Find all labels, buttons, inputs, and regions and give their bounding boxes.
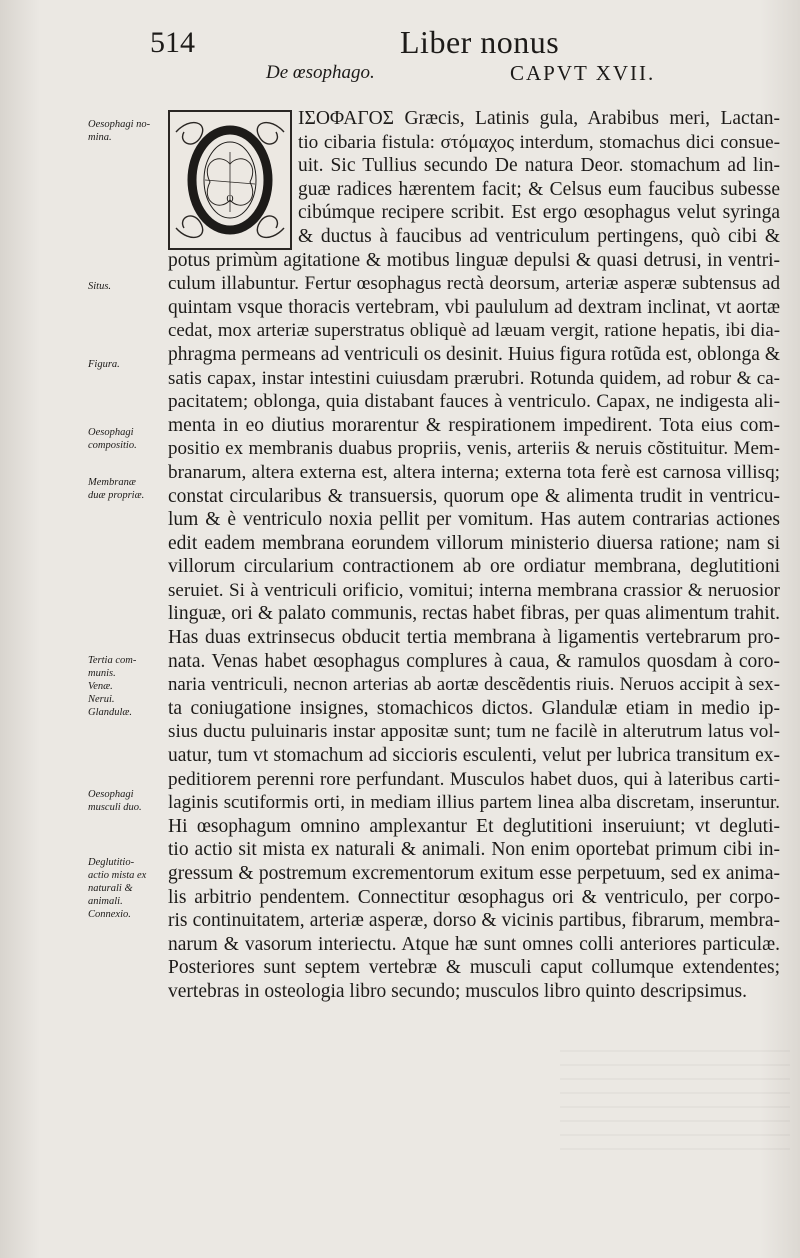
marginal-note-situs [88,280,164,293]
marginal-note-line: Situs. [88,281,112,292]
marginal-note-line: musculi duo. [88,802,142,813]
text-line: satis capax, instar intestini cuiusdam prærubri. Rotunda quidem, ad robur & ca- [168,367,780,389]
body-text [168,107,780,1004]
text-line: tio cibaria fistula: στόμαχος interdum, stomachus dici consue- [298,131,780,153]
page-number: 514 [150,26,195,59]
marginal-note-line: munis. [88,668,116,679]
text-line: seruiet. Si à ventriculi orificio, vomitui; interna membrana crassior & neruosior [168,579,780,601]
marginal-note-line: animali. [88,896,123,907]
text-line: linguæ, ori & palato communis, rectas habet fibras, per quas alimentum trahit. [168,603,780,625]
marginal-note-line: actio mista ex [88,870,147,881]
marginal-note-line: mina. [88,132,112,143]
marginal-note-line: compositio. [88,440,137,451]
text-line: ta coniugatione insignes, stomachicos dictos. Glandulæ etiam in medio ip- [168,697,780,719]
marginal-note-line: Figura. [88,359,120,370]
marginal-note-tertia [88,654,164,719]
text-line: potus primùm agitatione & motibus linguæ depulsi & quasi detrusi, in ventri- [168,249,780,271]
text-line: ΙΣΟΦΑΓΟΣ Græcis, Latinis gula, Arabibus meri, Lactan- [298,108,780,129]
text-line: positio ex membranis duabus propriis, venis, arteriis & neruis cõstituitur. Mem- [168,438,780,460]
marginal-note-line: Glandulæ. [88,707,133,718]
text-line: ris continuitatem, arteriæ asperæ, dorso & vicinis partibus, fibrarum, membra- [168,910,780,932]
text-line: peditiorem perenni rore perfundant. Musculos habet duos, qui à lateribus carti- [168,768,780,790]
text-line: & ductus à faucibus ad ventriculum pertingens, quò cibi & [298,225,780,247]
text-line: cibúmque recipere scribit. Est ergo œsophagus velut syringa [298,202,780,224]
text-line: uatur, tum vt stomachum ad siccioris esculenti, velut per lubrica transitum ex- [168,745,780,767]
marginal-note-line: naturali & [88,883,133,894]
text-line: lum & è ventriculo noxia pellit per vomitum. Has autem contrarias actiones [168,509,780,531]
text-line: phragma permeans ad ventriculi os desinit. Huius figura rotũda est, oblonga & [168,343,780,365]
text-line: Hi œsophagum omnino amplexantur Et deglutitioni inseruiunt; vt degluti- [168,815,780,837]
text-line: cedat, mox arteriæ superstratus obliquè ad læuam vergit, ratione hepatis, ibi dia- [168,320,780,342]
initial-letter: O [226,194,234,205]
text-line: sius ductu puluinaris instar appositæ sunt; tum ne facilè in alterutrum latus vol- [168,721,780,743]
text-line: vertebras in osteologia libro secundo; musculos libro quinto descripsimus. [168,980,747,1002]
text-line: villorum circularium contractionem ab ore ordiatur membrana, deglutitioni [168,556,780,578]
text-line: Posteriores sunt septem vertebræ & musculi caput collumque extendentes; [168,957,780,979]
marginal-note-line: Venæ. [88,681,113,692]
text-line: narum & vasorum interiectu. Atque hæ sunt omnes colli anteriores particulæ. [168,933,780,955]
text-line: constat circularibus & transuersis, quorum ope & alimenta trudit in ventricu- [168,485,780,507]
marginal-note-figura [88,358,164,371]
marginal-note-deglutitio [88,856,164,921]
marginal-note-line: Tertia com- [88,655,137,666]
marginal-note-line: Membranæ [88,477,136,488]
marginal-note-line: Connexio. [88,909,131,920]
text-line: guæ radices hærentem facit; & Celsus eum faucibus subesse [298,178,780,200]
text-line: menta in eo diutius morarentur & respirationem impedirent. Tota eius com- [168,414,780,436]
marginal-note-line: Oesophagi [88,427,134,438]
marginal-note-line: Oesophagi [88,789,134,800]
marginal-note-line: duæ propriæ. [88,490,145,501]
marginal-note-compositio [88,426,164,452]
text-line: culum illabuntur. Fertur œsophagus rectà deorsum, arteriæ asperæ subtensus ad [168,273,780,295]
chapter-label: CAPVT XVII. [510,61,656,85]
text-line: Has duas extrinsecus obducit tertia membrana à ligamentis vertebrarum pro- [168,627,780,649]
section-title: De œsophago. [266,62,375,83]
marginal-note-membranae [88,476,164,502]
text-line: edit eadem membrana eorundem villorum ministerio diuersa ratione; nam si [168,532,780,554]
marginal-note-line: Nerui. [88,694,115,705]
show-through-texture [560,1040,790,1150]
text-line: branarum, altera externa est, altera interna; externa tota ferè est carnosa villisq; [168,461,780,483]
marginal-note-musculi [88,788,164,814]
text-line: naria ventriculi, necnon arterias ab aortæ descẽdentis riuis. Neruos accipit à sex- [168,674,780,696]
text-line: quintam vsque thoracis vertebram, vbi paululum ad dextram inclinat, vt aortæ [168,296,780,318]
marginal-note-line: Oesophagi no- [88,119,151,130]
marginal-note-names [88,118,164,144]
text-line: gressum & postremum excrementorum exitum esse perpetuum, sed ex anima- [168,863,780,884]
running-head: Liber nonus [400,24,560,60]
text-line: tio actio sit mista ex naturali & animali. Non enim oportebat primum cibi in- [168,839,780,861]
text-line: uit. Sic Tullius secundo De natura Deor. stomachum ad lin- [298,155,780,177]
text-line: nata. Venas habet œsophagus complures à caua, & ramulos quosdam à coro- [168,650,780,672]
text-line: lis arbitrio pendentem. Connectitur œsophagus ori & ventriculo, per corpo- [168,886,780,908]
text-line: laginis scutiformis orti, in mediam illius partem linea alba discretam, inseruntur. [168,792,780,814]
marginal-note-line: Deglutitio- [88,857,135,868]
text-line: pacitatem; oblonga, quia distabant fauces à ventriculo. Capax, ne indigesta ali- [168,391,780,413]
